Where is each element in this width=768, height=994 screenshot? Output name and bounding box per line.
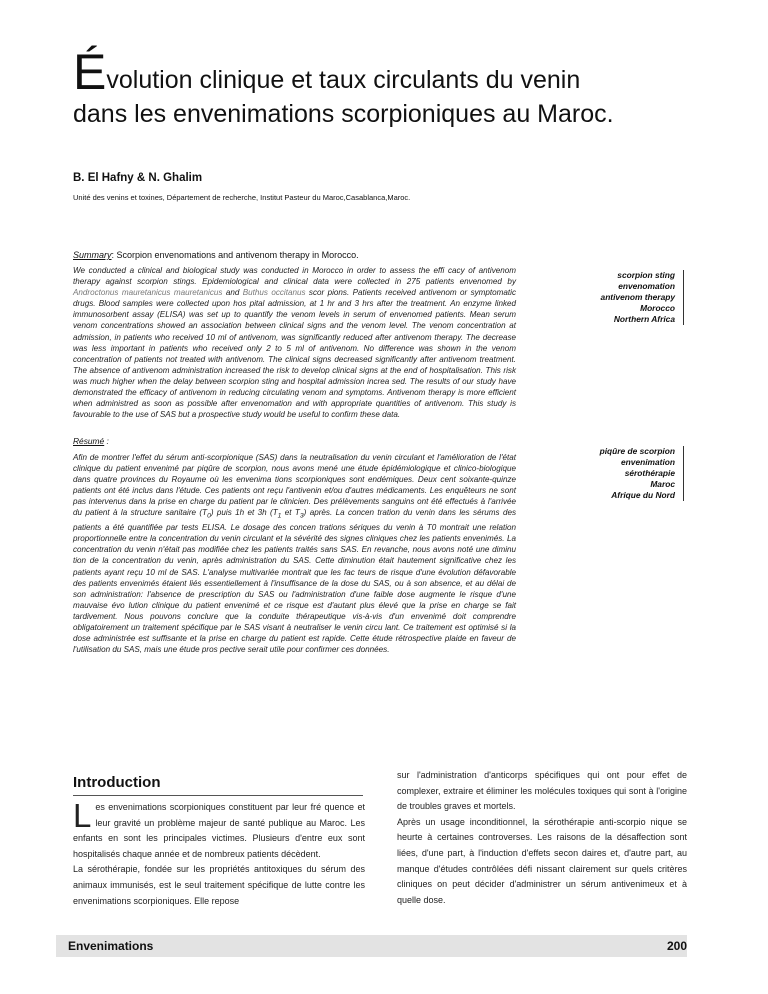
article-title — [73, 44, 713, 129]
keyword: sérothérapie — [624, 468, 675, 479]
title-line-2: dans les envenimations scorpioniques au Maroc. — [73, 100, 614, 128]
keyword: piqûre de scorpion — [599, 446, 675, 456]
keyword: Northern Africa — [613, 314, 675, 325]
drop-cap: L — [73, 797, 92, 834]
title-line-1-text: volution clinique et taux circulants du venin — [106, 66, 581, 94]
summary-heading-text: : Scorpion envenomations and antivenom therapy in Morocco. — [111, 250, 359, 260]
paragraph: sur l'administration d'anticorps spécifiques qui ont pour effet de complexer, extraire et éliminer les molécules toxiques qui sont à l'origine de troubles graves et mortels. — [397, 770, 687, 812]
species-name: Androctonus mauretanicus mauretanicus — [73, 288, 223, 298]
summary-heading — [73, 250, 359, 260]
paragraph: Les envenimations scorpioniques constituent par leur fré quence et leur gravité un problème majeur de santé publique au Maroc. Les enfants en sont les principales victimes. Plusieurs d'entre eux sont hospitalisés chaque année et de nombreux patients décèdent. — [73, 797, 365, 859]
authors: B. El Hafny & N. Ghalim — [73, 172, 203, 184]
keyword: Afrique du Nord — [611, 490, 675, 501]
keyword: Morocco — [640, 303, 675, 314]
resume-heading: Résumé : — [73, 436, 109, 446]
body-column-left — [73, 797, 365, 909]
paragraph: La sérothérapie, fondée sur les propriétés antitoxiques du sérum des animaux immunisés, est le seul traitement spécifique de lutte contre les envenimations scorpioniques. Elle repose — [73, 864, 365, 906]
keywords-french — [600, 446, 684, 501]
keyword: Maroc — [650, 479, 675, 490]
paragraph: Après un usage inconditionnel, la sérothérapie anti-scorpio nique se heurte à certaines controverses. Les raisons de la désaffection sont liées, d'une part, à l'induction d'effets secon daires et, d'autre part, au manque d'études contrôlées défi nissant clairement sur quels critères cliniques on peut décider d'administrer un sérum antivenimeux et à quelle dose. — [397, 816, 687, 905]
keyword: scorpion sting — [617, 270, 675, 280]
abstract-french: Afin de montrer l'effet du sérum anti-scorpionique (SAS) dans la neutralisation du venin circulant et l'amélioration de l'état clinique du patient envenimé par piqûre de scorpion, nous avons mené une étude épidémiologique et clinico-biologique dans quatre provinces du Royaume où les envenima tions scorpioniques sont endémiques. Deux cent soixante-quinze patients ont été inclus dans l'étude. Ces patients ont reçu l'antivenin et/ou d'autres médicaments. Les enquêteurs ne sont pas intervenus dans la prise en charge du patient par le clinicien. Des prélèvements sanguins ont été effectués à l'arrivée du patient à la structure sanitaire $(T_0)$ puis 1h et 3h ($T_1$ et $T_3$) après. La concen tration du venin dans les sérums des patients a été quantifiée par tests ELISA. Le dosage des concen trations sériques du venin à T0 montrait une relation proportionnelle entre la concentration du venin circulant et la sévérité des signes cliniques chez les patients envenimés. La concentration du venin n'était pas modifiée chez les patients traités sans SAS. En revanche, nous avons noté une diminu tion de la concentration du venin, après administration du SAS. Cette diminution était hautement significative chez les patients ayant reçu 10 ml de SAS. L'analyse multivariée montrait que les fac teurs de risque d'une évolution défavorable des patients envenimés étaient liés essentiellement à l'insuffisance de la dose du SAS, ou à son absence, et au délai de son administration: l'absence de prescription du SAS ou l'administration d'une faible dose augmente le risque d'une mauvaise évo lution clinique du patient envenimé et ce risque est d'autant plus élevé que la prise en charge se fait tardivement. Nous pouvons conclure que la conduite thérapeutique vis-à-vis d'un envenimé doit comprendre obligatoirement un traitement spécifique par le SAS visant à neutraliser le venin circu lant. Ce traitement est optimisé si la dose administrée est suffisante et la prise en charge du patient est rapide. Cette étude rétrospective plaide en faveur de l'utilisation du SAS, mais une étude pros pective serait utile pour confirmer ces données. — [73, 453, 516, 655]
summary-label: Summary — [73, 250, 112, 260]
keywords-english — [601, 270, 684, 325]
journal-name: Envenimations — [68, 939, 154, 953]
heading-rule — [73, 795, 363, 796]
title-initial: É — [73, 44, 107, 100]
affiliation: Unité des venins et toxines, Département de recherche, Institut Pasteur du Maroc,Casablanca,Maroc. — [73, 193, 411, 202]
keyword: envenimation — [621, 457, 675, 468]
section-heading-introduction: Introduction — [73, 774, 161, 791]
title-line-1 — [73, 44, 713, 100]
page-footer — [56, 935, 687, 957]
keyword: antivenom therapy — [600, 292, 675, 303]
body-column-right — [397, 768, 687, 908]
abstract-english: We conducted a clinical and biological study was conducted in Morocco in order to assess the effi cacy of antivenom therapy against scorpion stings. Epidemiological and clinical data were collected in 275 patients envenomed by Androctonus mauretanicus mauretanicus and Buthus occitanus scor pions. Patients received antivenom or symptomatic drugs. Blood samples were collected upon hos pital admission, at 1 hr and 3 hrs after the treatment. An enzyme linked immunosorbent assay (ELISA) was set up to quantify the venom levels in serum of envenomed patients. Mean serum venom concentrations showed an association between clinical signs and the venom level. The venom concentration at admission, in patients who received 10 ml of antivenom, was significantly reduced after antivenom therapy. The decrease was less important in patients who received only 2 to 5 ml of antivenom. No difference was shown in the venom concentration of patients not treated with antivenom. The clinical signs decreased significantly after antivenom treatment. The absence of antivenom administration increased the risk to develop clinical signs at the end of hospitalisation. This risk was much higher when the delay between scorpion sting and hospital admission increa sed. The results of our study have demonstrated the efficacy of antivenom in reducing circulating venom and symptoms. Antivenom therapy is more efficient when administred as soon as possible after envenomation and with appropriate quantities of antivenom. This study is favourable to the use of SAS but a prospective study would be useful to confirm these data. — [73, 266, 517, 420]
keyword: envenomation — [618, 281, 675, 292]
resume-label: Résumé — [73, 436, 105, 446]
page-number: 200 — [666, 939, 687, 953]
species-name: Buthus occitanus — [242, 288, 306, 298]
